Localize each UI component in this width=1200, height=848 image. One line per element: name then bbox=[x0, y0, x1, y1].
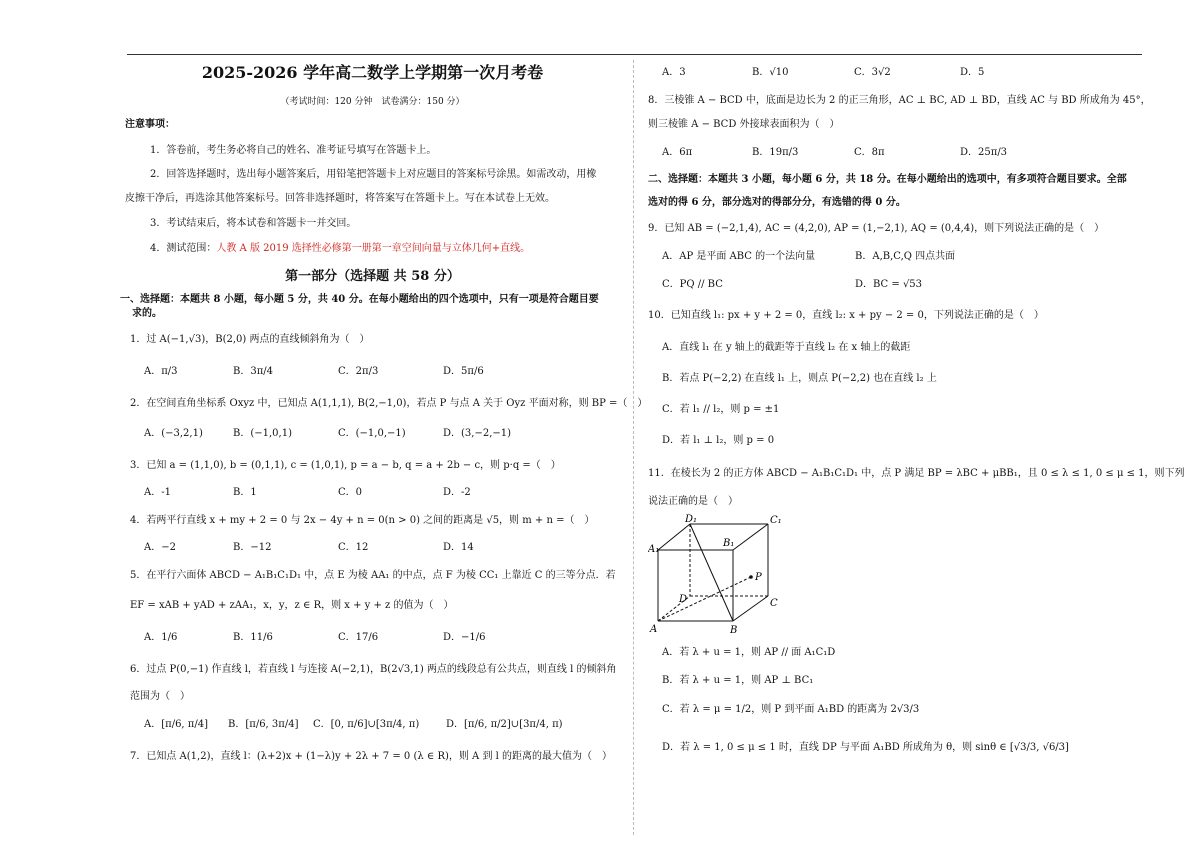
test-scope: 人教 A 版 2019 选择性必修第一册第一章空间向量与立体几何+直线。 bbox=[216, 243, 531, 254]
q6-option-c[interactable]: C．[0, π/6]∪[3π/4, π) bbox=[313, 719, 420, 730]
q3-option-a[interactable]: A．-1 bbox=[144, 487, 171, 498]
q2-stem: 2．在空间直角坐标系 Oxyz 中，已知点 A(1,1,1), B(2,−1,0)，若点 P 与点 A 关于 Oyz 平面对称，则 BP =（ ） bbox=[130, 398, 648, 409]
note-4-prefix: 4．测试范围： bbox=[150, 243, 217, 254]
q11-stem-cont: 说法正确的是（ ） bbox=[648, 496, 738, 507]
q4-option-a[interactable]: A．−2 bbox=[144, 542, 176, 553]
q8-option-a[interactable]: A．6π bbox=[662, 147, 693, 158]
q11-stem: 11．在棱长为 2 的正方体 ABCD − A₁B₁C₁D₁ 中，点 P 满足 BP = λBC + μBB₁，且 0 ≤ λ ≤ 1, 0 ≤ μ ≤ 1，则下列 bbox=[648, 468, 1185, 479]
q6-stem: 6．过点 P(0,−1) 作直线 l，若直线 l 与连接 A(−2,1)，B(2√3,1) 两点的线段总有公共点，则直线 l 的倾斜角 bbox=[130, 664, 617, 675]
q7-option-a[interactable]: A．3 bbox=[662, 67, 686, 78]
q11-option-b[interactable]: B．若 λ + u = 1，则 AP ⊥ BC₁ bbox=[662, 675, 814, 686]
q3-option-c[interactable]: C．0 bbox=[338, 487, 363, 498]
q2-option-d[interactable]: D．(3,−2,−1) bbox=[443, 428, 512, 439]
q8-stem: 8．三棱锥 A − BCD 中，底面是边长为 2 的正三角形，AC ⊥ BC, AD ⊥ BD，直线 AC 与 BD 所成角为 45°， bbox=[648, 95, 1151, 106]
section2-instructions: 二、选择题：本题共 3 小题，每小题 6 分，共 18 分。在每小题给出的选项中，有多项符合题目要求。全部 bbox=[648, 174, 1127, 185]
q10-option-d[interactable]: D．若 l₁ ⊥ l₂，则 p = 0 bbox=[662, 435, 775, 446]
q9-option-d[interactable]: D．BC = √53 bbox=[855, 279, 923, 290]
q10-stem: 10．已知直线 l₁: px + y + 2 = 0，直线 l₂: x + py − 2 = 0，下列说法正确的是（ ） bbox=[648, 310, 1044, 321]
part1-heading: 第一部分（选择题 共 58 分） bbox=[285, 269, 460, 284]
label-d: D bbox=[679, 594, 688, 605]
q7-option-b[interactable]: B．√10 bbox=[752, 67, 789, 78]
top-rule bbox=[127, 54, 1142, 55]
q1-stem: 1．过 A(−1,√3)，B(2,0) 两点的直线倾斜角为（ ） bbox=[130, 334, 370, 345]
q1-option-b[interactable]: B．3π/4 bbox=[233, 366, 274, 377]
q10-option-a[interactable]: A．直线 l₁ 在 y 轴上的截距等于直线 l₂ 在 x 轴上的截距 bbox=[662, 342, 911, 353]
q9-stem: 9．已知 AB = (−2,1,4), AC = (4,2,0), AP = (1,−2,1), AQ = (0,4,4)，则下列说法正确的是（ ） bbox=[648, 223, 1105, 234]
q3-option-d[interactable]: D．-2 bbox=[443, 487, 471, 498]
cube-figure bbox=[648, 514, 798, 644]
q5-option-c[interactable]: C．17/6 bbox=[338, 632, 379, 643]
label-c1: C₁ bbox=[770, 515, 782, 526]
q3-option-b[interactable]: B．1 bbox=[233, 487, 257, 498]
q5-option-b[interactable]: B．11/6 bbox=[233, 632, 273, 643]
q6-option-d[interactable]: D．[π/6, π/2]∪[3π/4, π) bbox=[446, 719, 563, 730]
q11-option-c[interactable]: C．若 λ = μ = 1/2，则 P 到平面 A₁BD 的距离为 2√3/3 bbox=[662, 704, 920, 715]
note-3: 3．考试结束后，将本试卷和答题卡一并交回。 bbox=[150, 218, 357, 229]
label-b1: B₁ bbox=[723, 538, 735, 549]
q8-option-b[interactable]: B．19π/3 bbox=[752, 147, 799, 158]
q8-stem-cont: 则三棱锥 A − BCD 外接球表面积为（ ） bbox=[648, 119, 840, 130]
exam-info: （考试时间：120 分钟 试卷满分：150 分） bbox=[280, 97, 465, 107]
page-title: 2025-2026 学年高二数学上学期第一次月考卷 bbox=[201, 63, 544, 82]
q9-option-c[interactable]: C．PQ // BC bbox=[662, 279, 723, 290]
q2-option-b[interactable]: B．(−1,0,1) bbox=[233, 428, 292, 439]
q4-option-b[interactable]: B．−12 bbox=[233, 542, 272, 553]
label-b: B bbox=[730, 625, 738, 636]
q1-option-d[interactable]: D．5π/6 bbox=[443, 366, 484, 377]
q9-option-a[interactable]: A．AP 是平面 ABC 的一个法向量 bbox=[662, 251, 816, 262]
note-2: 2．回答选择题时，选出每小题答案后，用铅笔把答题卡上对应题目的答案标号涂黑。如需改动，用橡 bbox=[150, 169, 597, 180]
q6-stem-cont: 范围为（ ） bbox=[130, 691, 190, 702]
q5-option-a[interactable]: A．1/6 bbox=[144, 632, 178, 643]
q10-option-b[interactable]: B．若点 P(−2,2) 在直线 l₁ 上，则点 P(−2,2) 也在直线 l₂ 上 bbox=[662, 373, 937, 384]
label-c: C bbox=[770, 598, 778, 609]
point-p bbox=[749, 575, 753, 579]
q7-option-c[interactable]: C．3√2 bbox=[854, 67, 891, 78]
note-1: 1．答卷前，考生务必将自己的姓名、准考证号填写在答题卡上。 bbox=[150, 145, 437, 156]
label-p: P bbox=[755, 572, 762, 583]
q5-stem-cont: EF = xAB + yAD + zAA₁，x，y，z ∈ R，则 x + y + z 的值为（ ） bbox=[130, 600, 454, 611]
note-2-cont: 皮擦干净后，再选涂其他答案标号。回答非选择题时，将答案写在答题卡上。写在本试卷上无效。 bbox=[125, 193, 555, 204]
q1-option-a[interactable]: A．π/3 bbox=[144, 366, 178, 377]
q6-option-b[interactable]: B．[π/6, 3π/4] bbox=[228, 719, 299, 730]
q2-option-a[interactable]: A．(−3,2,1) bbox=[144, 428, 203, 439]
q7-option-d[interactable]: D．5 bbox=[960, 67, 985, 78]
q11-option-a[interactable]: A．若 λ + u = 1，则 AP // 面 A₁C₁D bbox=[662, 647, 836, 658]
q5-option-d[interactable]: D．−1/6 bbox=[443, 632, 486, 643]
section1-instructions-cont: 求的。 bbox=[132, 308, 162, 319]
label-a1: A₁ bbox=[648, 544, 660, 555]
q8-option-c[interactable]: C．8π bbox=[854, 147, 885, 158]
q10-option-c[interactable]: C．若 l₁ // l₂，则 p = ±1 bbox=[662, 404, 780, 415]
label-d1: D₁ bbox=[685, 514, 698, 525]
q4-option-d[interactable]: D．14 bbox=[443, 542, 474, 553]
q5-stem: 5．在平行六面体 ABCD − A₁B₁C₁D₁ 中，点 E 为棱 AA₁ 的中点，点 F 为棱 CC₁ 上靠近 C 的三等分点．若 bbox=[130, 570, 616, 581]
note-4 bbox=[150, 242, 530, 256]
section1-instructions: 一、选择题：本题共 8 小题，每小题 5 分，共 40 分。在每小题给出的四个选项中，只有一项是符合题目要 bbox=[120, 294, 599, 305]
section2-instructions-cont: 选对的得 6 分，部分选对的得部分分，有选错的得 0 分。 bbox=[648, 197, 906, 208]
q9-option-b[interactable]: B．A,B,C,Q 四点共面 bbox=[855, 251, 956, 262]
q4-stem: 4．若两平行直线 x + my + 2 = 0 与 2x − 4y + n = 0(n > 0) 之间的距离是 √5，则 m + n =（ ） bbox=[130, 515, 595, 526]
q3-stem: 3．已知 a = (1,1,0), b = (0,1,1), c = (1,0,1), p = a − b, q = a + 2b − c，则 p·q =（ ） bbox=[130, 460, 561, 471]
q1-option-c[interactable]: C．2π/3 bbox=[338, 366, 379, 377]
q2-option-c[interactable]: C．(−1,0,−1) bbox=[338, 428, 406, 439]
q8-option-d[interactable]: D．25π/3 bbox=[960, 147, 1008, 158]
column-divider bbox=[633, 60, 634, 835]
q11-option-d[interactable]: D．若 λ = 1, 0 ≤ μ ≤ 1 时，直线 DP 与平面 A₁BD 所成角为 θ，则 sinθ ∈ [√3/3, √6/3] bbox=[662, 742, 1069, 753]
q4-option-c[interactable]: C．12 bbox=[338, 542, 369, 553]
q7-stem: 7．已知点 A(1,2)，直线 l：(λ+2)x + (1−λ)y + 2λ + 7 = 0 (λ ∈ R)，则 A 到 l 的距离的最大值为（ ） bbox=[130, 751, 613, 762]
notes-heading: 注意事项： bbox=[125, 119, 175, 130]
q6-option-a[interactable]: A．[π/6, π/4] bbox=[144, 719, 208, 730]
label-a: A bbox=[650, 624, 658, 635]
